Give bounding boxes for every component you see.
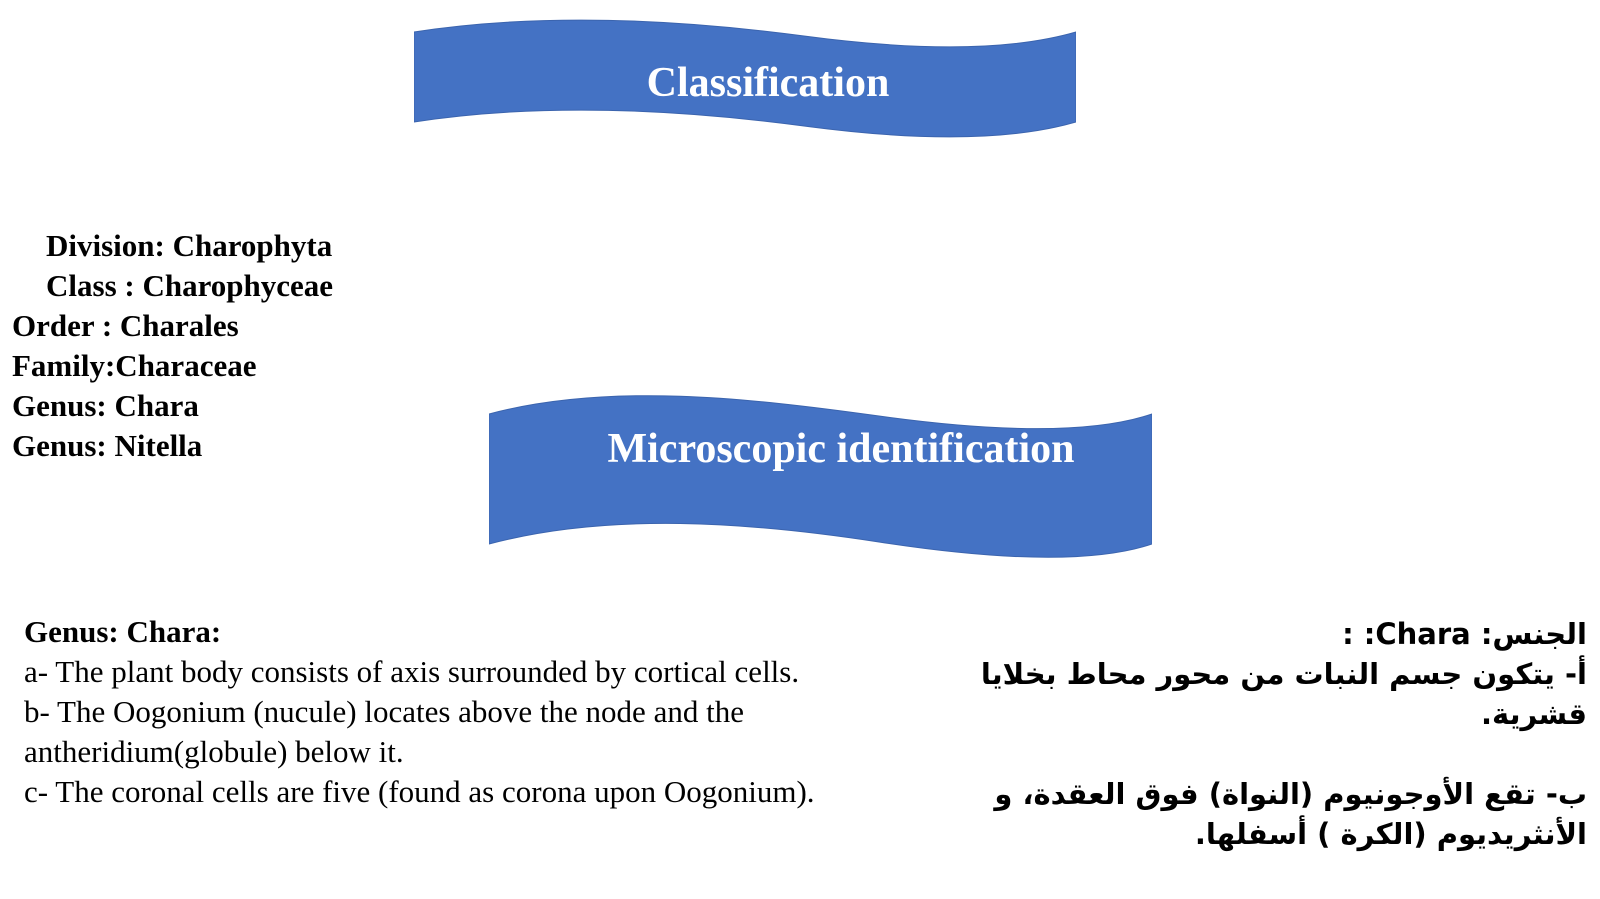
arabic-spacer	[897, 734, 1587, 774]
division-line: Division: Charophyta	[46, 228, 333, 263]
genus-nitella-line: Genus: Nitella	[12, 428, 203, 463]
classification-list	[12, 226, 333, 466]
arabic-heading: الجنس: Chara: :	[1342, 617, 1587, 651]
arabic-point-a: أ- يتكون جسم النبات من محور محاط بخلايا قشرية.	[980, 657, 1587, 731]
arabic-description	[897, 614, 1587, 854]
arabic-point-b: ب- تقع الأوجونيوم (النواة) فوق العقدة، و الأنثريديوم (الكرة ) أسفلها.	[994, 777, 1587, 851]
microscopic-identification-banner	[489, 392, 1152, 567]
english-description	[24, 612, 824, 812]
family-line: Family:Characeae	[12, 348, 257, 383]
genus-chara-line: Genus: Chara	[12, 388, 199, 423]
english-point-c: c- The coronal cells are five (found as corona upon Oogonium).	[24, 774, 815, 809]
microscopic-identification-title: Microscopic identification	[607, 426, 1075, 472]
order-line: Order : Charales	[12, 308, 239, 343]
classification-title: Classification	[646, 60, 890, 106]
english-point-a: a- The plant body consists of axis surrounded by cortical cells.	[24, 654, 800, 689]
classification-banner	[414, 16, 1076, 140]
english-heading: Genus: Chara:	[24, 614, 222, 649]
english-point-b: b- The Oogonium (nucule) locates above the node and the antheridium(globule) below it.	[24, 694, 744, 769]
banner-shape	[489, 396, 1152, 558]
class-line: Class : Charophyceae	[46, 268, 334, 303]
